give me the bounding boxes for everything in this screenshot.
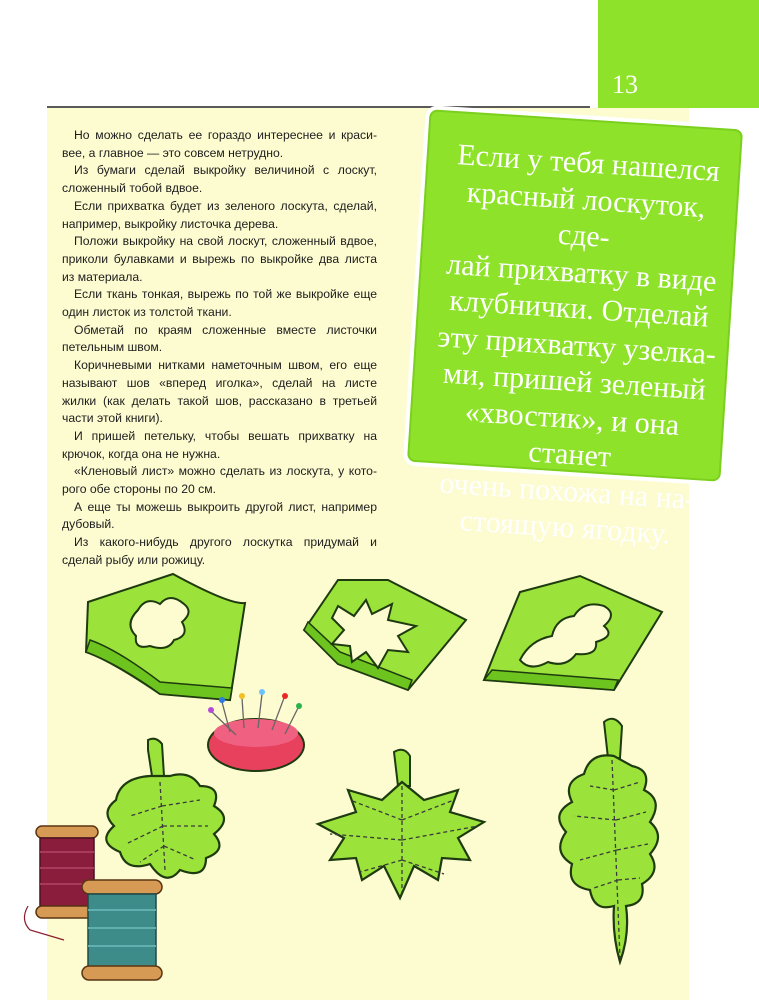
paragraph: «Кленовый лист» можно сделать из лоскута, у которого обе стороны по 20 см. — [62, 464, 377, 497]
paragraph: Если прихватка будет из зеленого лоскута, сделай, например, выкройку листочка дерева. — [62, 198, 377, 231]
callout-line: «хвостик», и она станет — [463, 394, 681, 474]
callout-line: стоящую ягодку. — [458, 504, 672, 551]
callout-line: эту прихватку узелка- — [436, 319, 717, 371]
paragraph: И пришей петельку, чтобы вешать прихватку на крючок, когда она не нужна. — [62, 428, 377, 461]
pin-cushion-icon — [208, 689, 304, 771]
paragraph: Из какого-нибудь другого лоскутка придумай и сделай рыбу или рожицу. — [62, 535, 377, 567]
paragraph: Но можно сделать ее гораздо интереснее и красивее, а главное — это совсем нетрудно. — [62, 128, 377, 160]
callout-line: красный лоскуток, сде- — [465, 175, 707, 255]
long-leaf-potholder — [559, 719, 658, 962]
paragraph: Из бумаги сделай выкройку величиной с лоскут, сложенный тобой вдвое. — [62, 163, 377, 196]
callout-line: Если у тебя нашелся — [456, 138, 721, 189]
folded-fabric-oak-pattern — [86, 574, 245, 700]
thread-spool-icon — [82, 880, 162, 980]
page-number: 13 — [612, 70, 638, 99]
folded-fabric-maple-pattern — [304, 580, 466, 690]
paragraph: Обметай по краям сложенные вместе листочки петельным швом. — [62, 322, 377, 355]
folded-fabric-long-leaf-pattern — [484, 576, 662, 690]
callout-line: клубнички. Отделай — [448, 283, 710, 334]
paragraph: А еще ты можешь выкроить другой лист, например дубовый. — [62, 499, 377, 532]
oak-leaf-potholder — [106, 739, 224, 878]
paragraph: Положи выкройку на свой лоскут, сложенный вдвое, приколи булавками и вырежь по выкройке два листа из материала. — [62, 234, 377, 284]
callout-line: очень похожа на на- — [438, 466, 697, 516]
maple-leaf-potholder — [318, 750, 484, 898]
paragraph: Коричневыми нитками наметочным швом, его еще называют шов «вперед иголка», сделай на листе жилки (как делать такой шов, рассказано в третьей части этой книги). — [62, 358, 377, 426]
paragraph: Если ткань тонкая, вырежь по той же выкройке еще один листок из толстой ткани. — [62, 287, 377, 320]
callout-line: ми, пришей зеленый — [442, 356, 707, 407]
callout-line: лай прихватку в виде — [445, 247, 718, 298]
